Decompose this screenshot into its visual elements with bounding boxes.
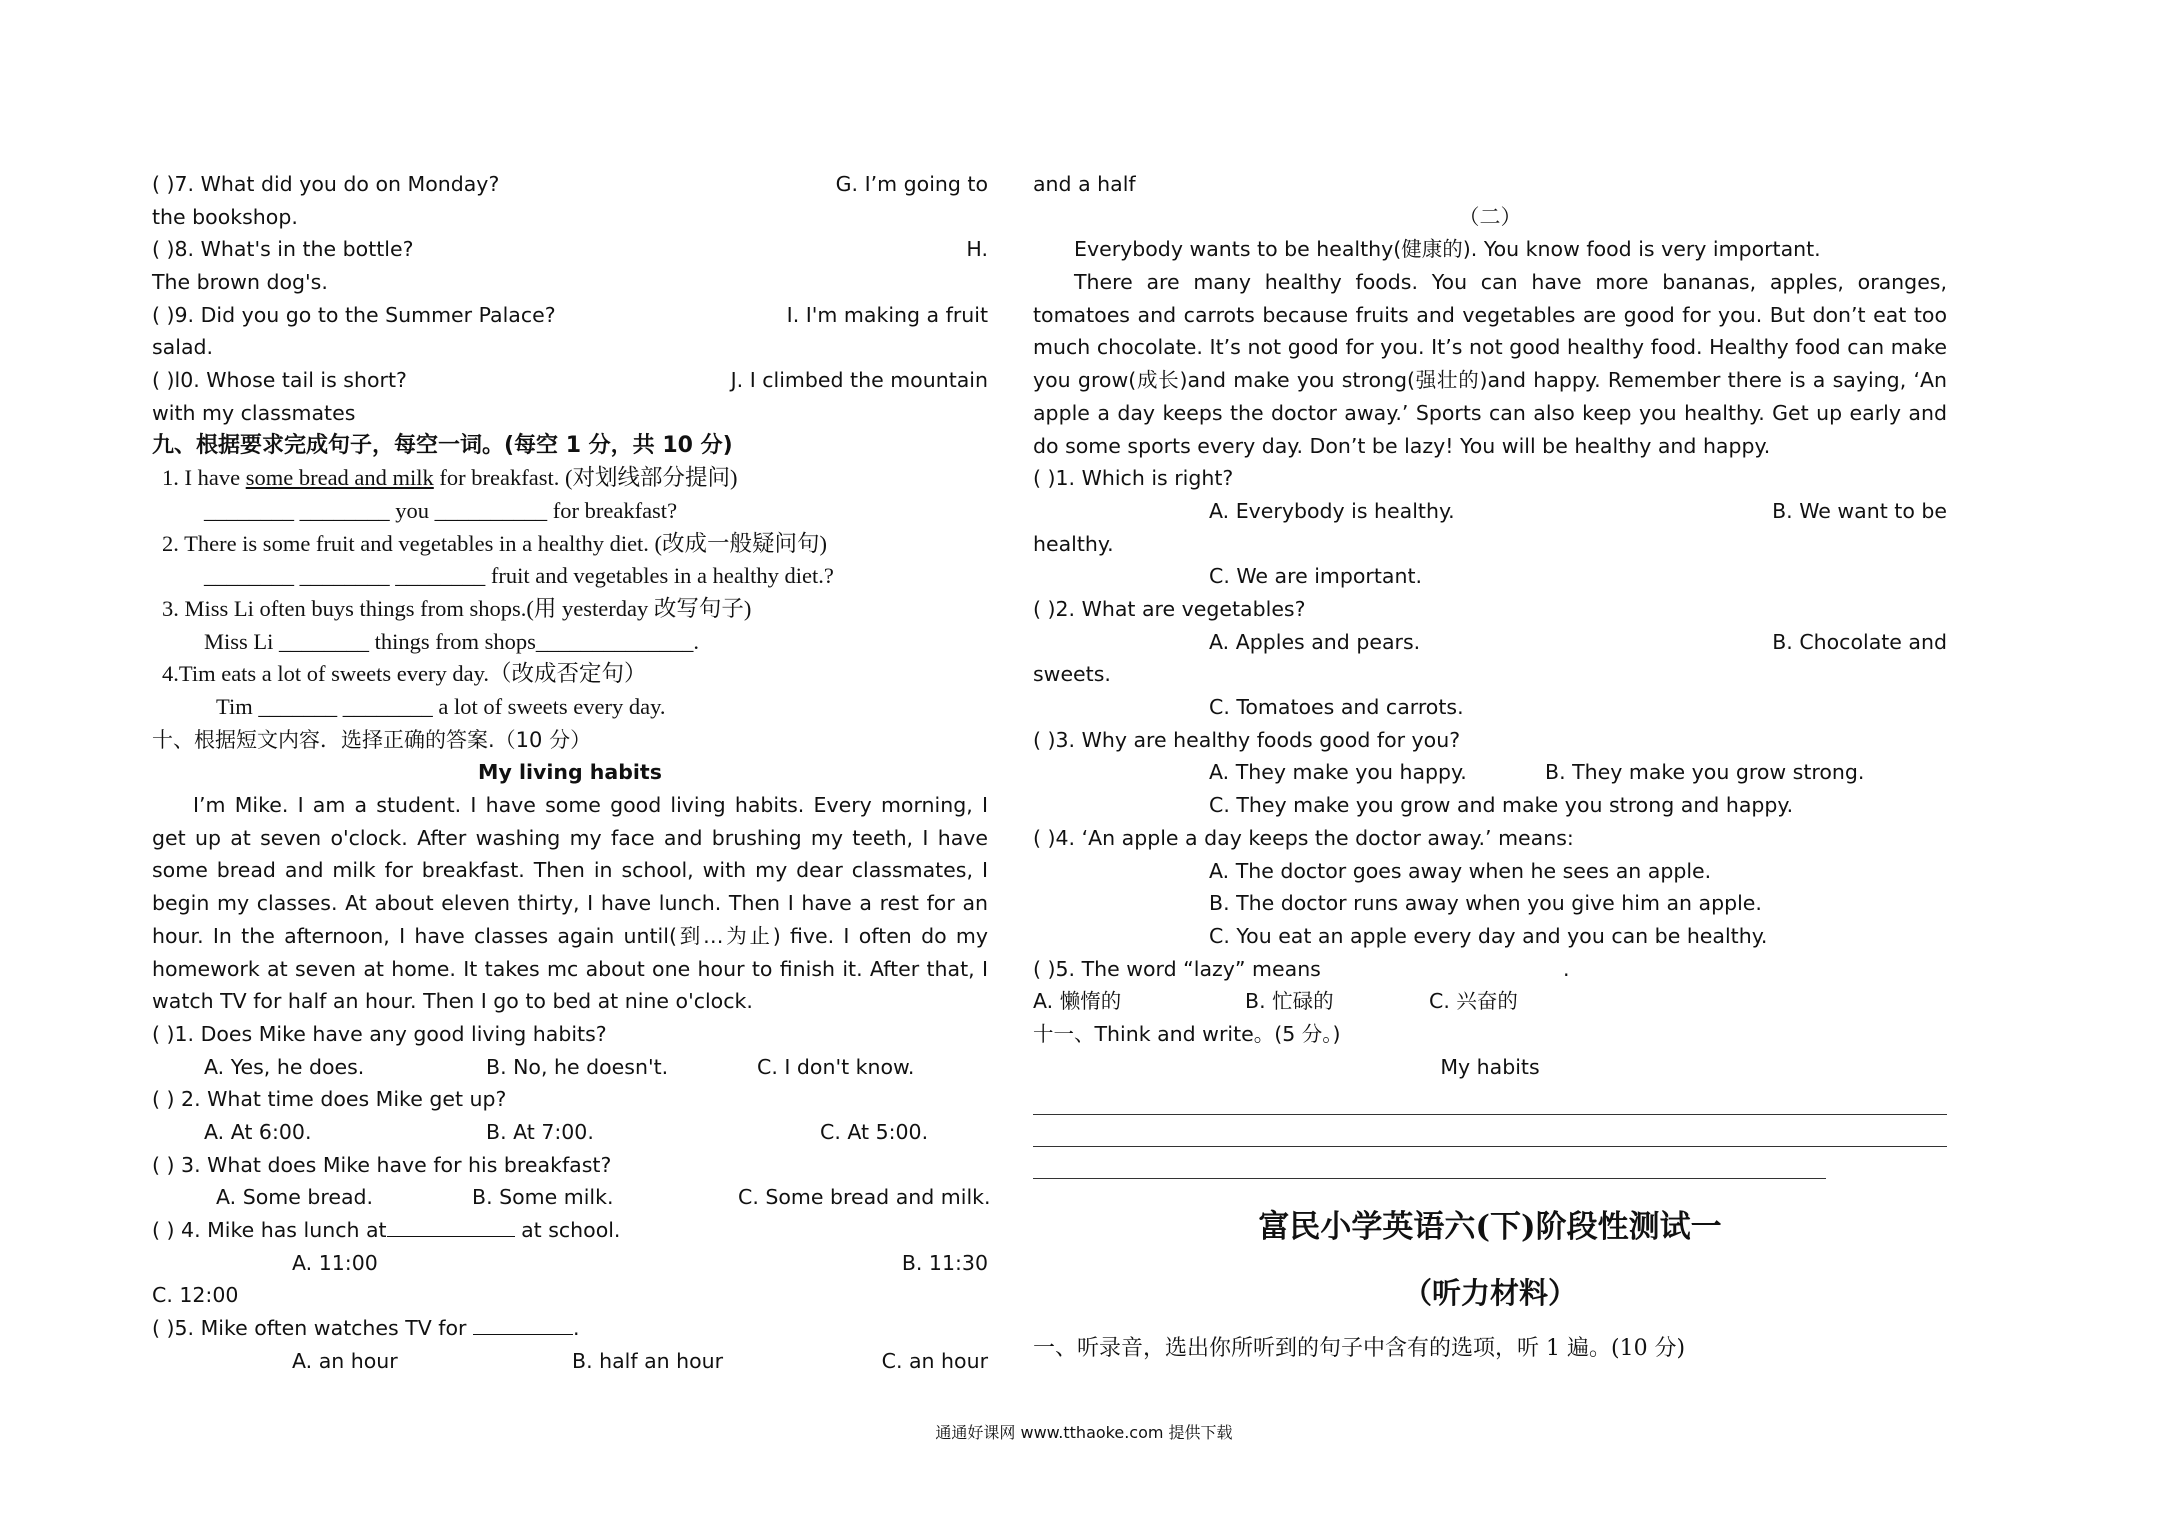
section-11-subtitle: My habits	[1440, 1054, 1540, 1079]
sec9-q4-answer: Tim _______ ________ a lot of sweets every day.	[216, 694, 666, 719]
section-10-title: 十、根据短文内容．选择正确的答案.（10 分）	[152, 727, 592, 752]
answer-blank	[473, 1312, 573, 1335]
sec10-q4: ( ) 4. Mike has lunch at at school.	[152, 1214, 988, 1247]
writing-line-2	[1033, 1146, 1947, 1147]
passage-my-living-habits: I’m Mike. I am a student. I have some good living habits. Every morning, I get up at seven o'clock. After washing my face and brushing my teeth, I have some bread and milk for breakfast. Then in school, with my dear classmates, I begin my classes. At about eleven thirty, I have lunch. Then I have a rest for an hour. In the afternoon, I have classes again until(到…为止) five. I often do my homework at seven at home. It takes mc about one hour to finish it. After that, I watch TV for half an hour. Then I go to bed at nine o'clock.	[152, 793, 988, 1014]
sec9-q2: 2. There is some fruit and vegetables in a healthy diet. (改成一般疑问句)	[162, 530, 828, 556]
r-q1-option-c: C. We are important.	[1209, 564, 1423, 589]
r-q5: ( )5. The word “lazy” means .	[1033, 956, 1570, 981]
sec9-q1: 1. I have some bread and milk for breakfast. (对划线部分提问)	[162, 465, 738, 491]
sec9-q4: 4.Tim eats a lot of sweets every day.（改成否定句）	[162, 661, 647, 687]
r-q5-options: A. 懒惰的 B. 忙碌的 C. 兴奋的	[1033, 989, 1518, 1014]
r-q2-cont: sweets.	[1033, 662, 1111, 687]
match-item-8-cont: The brown dog's.	[152, 270, 328, 295]
r-q2-option-c: C. Tomatoes and carrots.	[1209, 695, 1464, 720]
r-q2: ( )2. What are vegetables?	[1033, 597, 1306, 622]
sec10-q1: ( )1. Does Mike have any good living habits?	[152, 1021, 607, 1046]
match-item-7: ( )7. What did you do on Monday? G. I’m going to	[152, 172, 988, 196]
r-q3-option-c: C. They make you grow and make you strong and happy.	[1209, 793, 1794, 818]
passage-healthy-food: Everybody wants to be healthy(健康的). You know food is very important. There are many healthy foods. You can have more bananas, apples, oranges, tomatoes and carrots because fruits and vegetables are good for you. But don’t eat too much chocolate. It’s not good for you. It’s not good healthy food. Healthy food can make you grow(成长)and make you strong(强壮的)and happy. Remember there is a saying, ‘An apple a day keeps the doctor away.’ Sports can also keep you healthy. Get up early and do some sports every day. Don’t be lazy! You will be healthy and happy.	[1033, 237, 1947, 458]
underlined-phrase: some bread and milk	[245, 465, 434, 491]
match-item-9: ( )9. Did you go to the Summer Palace? I. I'm making a fruit	[152, 302, 988, 327]
sec9-q2-answer: ________ ________ ________ fruit and vegetables in a healthy diet.?	[204, 563, 834, 589]
left-column	[152, 168, 991, 1378]
r-q2-options: A. Apples and pears. B. Chocolate and	[1209, 629, 1947, 654]
match-item-10-cont: with my classmates	[152, 400, 356, 425]
match-item-10: ( )l0. Whose tail is short? J. I climbed the mountain	[152, 368, 988, 393]
part-2-title: （二）	[1458, 204, 1522, 229]
match-item-7-cont: the bookshop.	[152, 204, 298, 229]
sec10-q2-options: A. At 6:00. B. At 7:00. C. At 5:00.	[204, 1120, 929, 1145]
writing-line-1	[1033, 1114, 1947, 1115]
r-q3: ( )3. Why are healthy foods good for you?	[1033, 727, 1461, 752]
sec9-q3-answer: Miss Li ________ things from shops______________.	[204, 628, 700, 654]
r-q1-options: A. Everybody is healthy. B. We want to be	[1209, 498, 1947, 523]
sec10-q5: ( )5. Mike often watches TV for .	[152, 1312, 988, 1345]
match-item-8: ( )8. What's in the bottle? H.	[152, 237, 988, 262]
right-column	[1033, 168, 1947, 1369]
writing-line-3	[1033, 1178, 1826, 1179]
sec9-q1-answer: ________ ________ you __________ for breakfast?	[204, 497, 678, 523]
sec10-q3: ( ) 3. What does Mike have for his breakfast?	[152, 1152, 612, 1177]
r-q1-cont: healthy.	[1033, 531, 1114, 556]
match-item-9-cont: salad.	[152, 335, 214, 360]
test-title: 富民小学英语六(下)阶段性测试一	[1258, 1209, 1722, 1246]
r-q4-option-a: A. The doctor goes away when he sees an apple.	[1209, 858, 1712, 883]
test-subtitle: （听力材料）	[1402, 1276, 1577, 1311]
sec10-q4-options: A. 11:00 B. 11:30	[292, 1250, 988, 1275]
r-q4: ( )4. ‘An apple a day keeps the doctor away.’ means:	[1033, 825, 1574, 850]
r-q4-option-b: B. The doctor runs away when you give him an apple.	[1209, 891, 1762, 916]
sec10-q1-options: A. Yes, he does. B. No, he doesn't. C. I don't know.	[204, 1054, 915, 1079]
r-q4-option-c: C. You eat an apple every day and you can be healthy.	[1209, 923, 1768, 948]
sec10-q3-options: A. Some bread. B. Some milk. C. Some bread and milk.	[216, 1185, 991, 1210]
r-q1: ( )1. Which is right?	[1033, 466, 1234, 491]
section-9-title: 九、根据要求完成句子，每空一词。(每空 1 分，共 10 分)	[152, 432, 733, 458]
r-q3-options: A. They make you happy. B. They make you grow strong.	[1209, 760, 1865, 785]
sec10-q2: ( ) 2. What time does Mike get up?	[152, 1087, 507, 1112]
sec10-q5-options: A. an hour B. half an hour C. an hour	[292, 1348, 988, 1373]
continued-option: and a half	[1033, 172, 1136, 196]
listening-question-1: 一、听录音，选出你所听到的句子中含有的选项，听 1 遍。(10 分)	[1033, 1336, 1686, 1362]
footer-credit: 通通好课网 www.tthaoke.com 提供下载	[935, 1423, 1233, 1442]
section-11-title: 十一、Think and write。(5 分。)	[1033, 1021, 1341, 1046]
answer-blank	[387, 1214, 515, 1237]
sec9-q3: 3. Miss Li often buys things from shops.(用 yesterday 改写句子)	[162, 595, 752, 621]
sec10-q4-option-c: C. 12:00	[152, 1283, 239, 1308]
passage-title: My living habits	[478, 760, 662, 785]
